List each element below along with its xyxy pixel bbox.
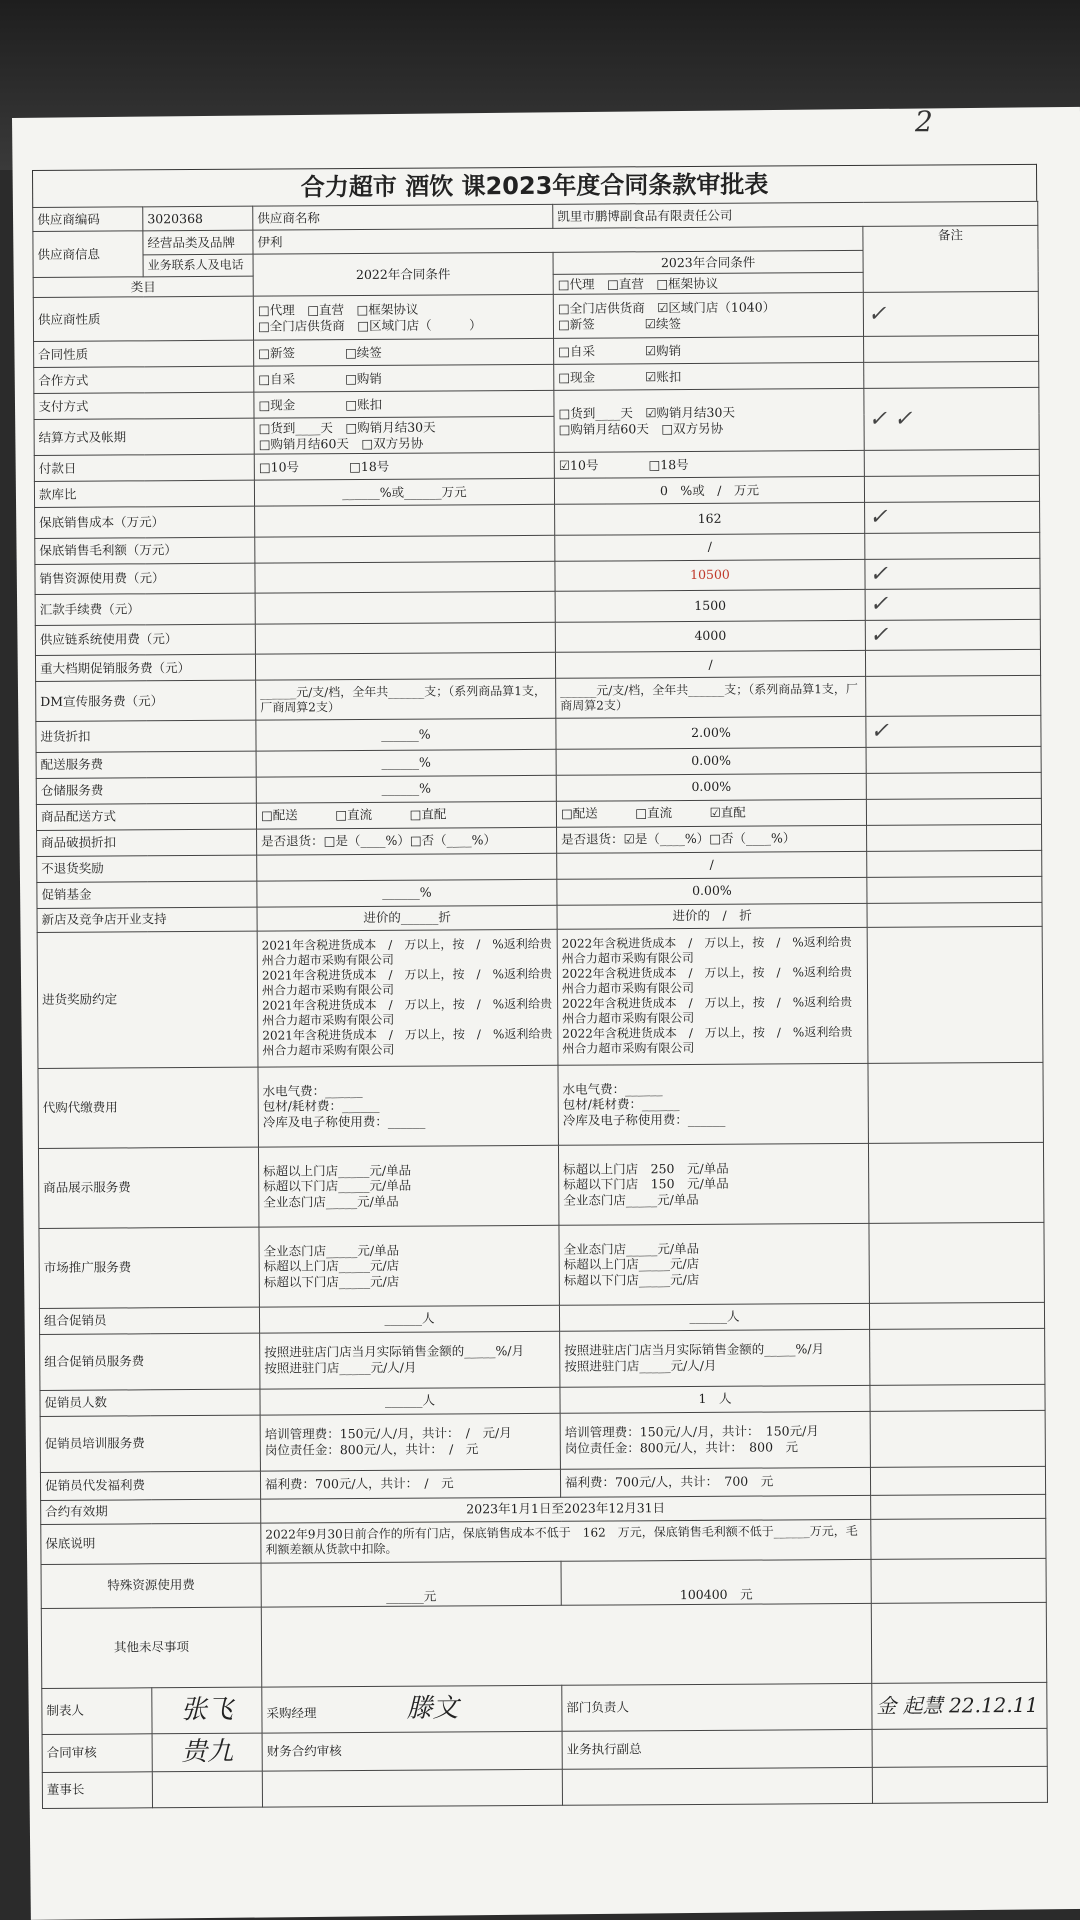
newstore-2023: 进价的 / 折 bbox=[557, 903, 867, 929]
storage-2022: ______% bbox=[256, 775, 556, 803]
market-2022-3: 标超以下门店_____元/店 bbox=[263, 1273, 400, 1290]
combo-fee-2023-1: 按照进驻店门店当月实际销售金额的_____%/月 bbox=[564, 1341, 825, 1359]
sign-label: 董事长 bbox=[42, 1771, 152, 1808]
row-label: 合同性质 bbox=[34, 340, 254, 367]
row-label: 结算方式及帐期 bbox=[34, 418, 254, 455]
sign-label: 采购经理 bbox=[266, 1705, 317, 1721]
reward-2022-2: 2021年含税进货成本 / 万以上，按 / %返利给贵州合力超市采购有限公司 bbox=[261, 966, 552, 998]
display-2022-3: 全业态门店_____元/单品 bbox=[263, 1193, 399, 1210]
row-label: 供应链系统使用费（元） bbox=[35, 624, 255, 656]
sign-label: 财务合约审核 bbox=[262, 1731, 562, 1771]
table-row bbox=[34, 387, 1039, 419]
row-label: 支付方式 bbox=[34, 392, 254, 419]
display-2023-1: 标超以上门店 250 元/单品 bbox=[563, 1160, 729, 1177]
display-2022-1: 标超以上门店_____元/单品 bbox=[263, 1162, 412, 1179]
settle-2022-a: □货到____天 □购销月结30天 bbox=[258, 419, 436, 436]
signature-row bbox=[42, 1682, 1047, 1734]
table-row bbox=[39, 1222, 1044, 1308]
rebate-2022: ______% bbox=[256, 718, 556, 750]
noreturn-2023: / bbox=[557, 851, 867, 879]
table-row bbox=[33, 291, 1038, 341]
table-row bbox=[41, 1558, 1046, 1608]
row-label: 组合促销员服务费 bbox=[40, 1333, 260, 1390]
agency-2023-3: 冷库及电子称使用费：______ bbox=[562, 1111, 726, 1128]
special-2022: ______元 bbox=[261, 1561, 561, 1607]
resource-2023: 1500 bbox=[555, 589, 865, 621]
reward-2022-3: 2021年含税进货成本 / 万以上，按 / %返利给贵州合力超市采购有限公司 bbox=[262, 996, 553, 1028]
field-label: 业务联系人及电话 bbox=[143, 254, 253, 277]
training-2023-1: 培训管理费：150元/人/月，共计： 150元/月 bbox=[564, 1423, 819, 1441]
special-2023: 100400 元 bbox=[561, 1559, 871, 1605]
display-2022-2: 标超以下门店_____元/单品 bbox=[263, 1177, 412, 1194]
row-label: 汇款手续费（元） bbox=[35, 593, 255, 625]
maker-signature: 张飞 bbox=[152, 1687, 262, 1734]
row-label: 新店及竞争店开业支持 bbox=[37, 907, 257, 932]
row-label: 组合促销员 bbox=[39, 1307, 259, 1334]
table-row bbox=[38, 1062, 1043, 1148]
row-label: 其他未尽事项 bbox=[41, 1607, 261, 1688]
row-label: 商品展示服务费 bbox=[38, 1147, 258, 1228]
training-2022-2: 岗位责任金：800元/人，共计： / 元 bbox=[264, 1441, 479, 1458]
approval-form bbox=[32, 164, 1047, 1809]
remit-2023: 4000 bbox=[555, 620, 865, 652]
market-2022-1: 全业态门店_____元/单品 bbox=[263, 1242, 400, 1259]
payday-2022: □10号 □18号 bbox=[254, 452, 554, 480]
row-label: 商品破损折扣 bbox=[37, 829, 257, 856]
min-margin-2023: 10500 bbox=[555, 559, 865, 591]
market-2023-1: 全业态门店_____元/单品 bbox=[563, 1240, 700, 1257]
agency-2022-3: 冷库及电子称使用费：______ bbox=[262, 1113, 426, 1130]
market-2023-2: 标超以上门店_____元/店 bbox=[563, 1256, 700, 1272]
signature-row bbox=[42, 1728, 1047, 1772]
welfare-2022: 福利费：700元/人，共计： / 元 bbox=[260, 1469, 560, 1499]
contract-period: 2023年1月1日至2023年12月31日 bbox=[261, 1495, 871, 1523]
row-label: 代购代缴费用 bbox=[38, 1067, 258, 1148]
table-row bbox=[40, 1410, 1045, 1472]
payday-2023: 0 %或 / 万元 bbox=[554, 476, 864, 504]
check-mark: ✓ bbox=[869, 561, 888, 587]
reward-2023-4: 2022年含税进货成本 / 万以上，按 / %返利给贵州合力超市采购有限公司 bbox=[562, 1025, 853, 1056]
signature-row bbox=[42, 1766, 1047, 1808]
table-row bbox=[41, 1602, 1046, 1688]
check-mark: ✓ bbox=[867, 301, 887, 327]
contract-2022: □新签 □续签 bbox=[254, 338, 554, 366]
agency-2023-1: 水电气费：______ bbox=[562, 1080, 663, 1097]
contract-2023: □自采 ☑购销 bbox=[554, 336, 864, 364]
scm-2023: / bbox=[555, 650, 865, 678]
damage-2022: 是否退货：□是（____%）□否（____%） bbox=[257, 827, 557, 855]
settle-2022-b: □购销月结60天 □双方另协 bbox=[258, 435, 424, 452]
nature-2023-a: □代理 □直营 □框架协议 bbox=[553, 272, 863, 294]
check-mark: ✓ ✓ bbox=[868, 406, 913, 432]
row-label: 付款日 bbox=[34, 454, 254, 481]
row-label: 供应商性质 bbox=[33, 296, 253, 341]
row-label: 合作方式 bbox=[34, 366, 254, 393]
row-label: 不退货奖励 bbox=[37, 855, 257, 882]
dm-2022: ______元/支/档，全年共______支；（系列商品算1支，厂商周算2支） bbox=[256, 678, 556, 720]
coop-2023: □现金 ☑账扣 bbox=[554, 362, 864, 390]
row-label: 促销员培训服务费 bbox=[40, 1415, 260, 1472]
coop-2022: □自采 □购销 bbox=[254, 364, 554, 392]
form-table bbox=[32, 201, 1048, 1809]
reward-2023-3: 2022年含税进货成本 / 万以上，按 / %返利给贵州合力超市采购有限公司 bbox=[562, 995, 853, 1026]
combo-fee-2022-2: 按照进驻门店_____元/人/月 bbox=[264, 1359, 417, 1376]
page-number: 2 bbox=[915, 105, 933, 138]
reward-2023-2: 2022年含税进货成本 / 万以上，按 / %返利给贵州合力超市采购有限公司 bbox=[561, 965, 852, 996]
supplier-name: 凯里市鹏博副食品有限责任公司 bbox=[553, 201, 1038, 228]
field-label: 供应商名称 bbox=[253, 204, 553, 230]
market-2022-2: 标超以上门店_____元/店 bbox=[263, 1257, 400, 1274]
row-label: 款库比 bbox=[34, 480, 254, 507]
row-label: 保底销售毛利额（万元） bbox=[35, 537, 255, 564]
row-label: 促销员代发福利费 bbox=[40, 1471, 260, 1500]
dist-2022: □配送 □直流 □直配 bbox=[256, 801, 556, 829]
check-mark: ✓ bbox=[869, 591, 889, 617]
row-label: 商品配送方式 bbox=[36, 803, 256, 830]
display-2023-3: 全业态门店_____元/单品 bbox=[563, 1191, 699, 1208]
newstore-2022: 进价的______折 bbox=[257, 905, 557, 931]
dm-2023: ______元/支/档，全年共______支；（系列商品算1支，厂商周算2支） bbox=[556, 676, 866, 718]
welfare-2023: 福利费：700元/人，共计： 700 元 bbox=[560, 1467, 870, 1497]
delivery-2023: 0.00% bbox=[556, 747, 866, 775]
check-mark: ✓ bbox=[870, 718, 889, 744]
combo-fee-2023-2: 按照进驻门店_____元/人/月 bbox=[564, 1357, 717, 1374]
agency-2022-2: 包材/耗材费：______ bbox=[262, 1098, 380, 1114]
table-row bbox=[41, 1518, 1046, 1564]
sign-label: 部门负责人 bbox=[566, 1699, 629, 1715]
storage-2023: 0.00% bbox=[556, 773, 866, 801]
fund-2022: ______% bbox=[257, 879, 557, 907]
reward-2022-4: 2021年含税进货成本 / 万以上，按 / %返利给贵州合力超市采购有限公司 bbox=[262, 1026, 553, 1058]
table-row bbox=[33, 225, 1038, 255]
row-label: DM宣传服务费（元） bbox=[36, 680, 256, 721]
row-label: 重大档期促销服务费（元） bbox=[35, 654, 255, 681]
market-2023-3: 标超以下门店_____元/店 bbox=[563, 1271, 700, 1288]
guarantee-text: 2022年9月30日前合作的所有门店，保底销售成本不低于 162 万元，保底销售毛利额不低于______万元，毛利额差额从货款中扣除。 bbox=[261, 1519, 871, 1563]
column-header-2022: 2022年合同条件 bbox=[253, 252, 553, 296]
pay-2023-b: □购销月结60天 □双方另协 bbox=[558, 420, 724, 437]
category-brand: 伊利 bbox=[253, 226, 863, 254]
row-label: 销售资源使用费（元） bbox=[35, 563, 255, 595]
dept-signature: 金 起慧 22.12.11 bbox=[872, 1682, 1047, 1729]
buyer-signature: 滕文 bbox=[406, 1693, 459, 1724]
pay-2023-a: □货到____天 ☑购销月结30天 bbox=[558, 404, 735, 421]
table-row bbox=[40, 1328, 1045, 1390]
column-header-2023: 2023年合同条件 bbox=[553, 250, 863, 274]
review-signature: 贵九 bbox=[152, 1733, 262, 1772]
field-label: 供应商信息 bbox=[33, 231, 143, 278]
row-label: 市场推广服务费 bbox=[39, 1227, 259, 1308]
reward-2023-1: 2022年含税进货成本 / 万以上，按 / %返利给贵州合力超市采购有限公司 bbox=[561, 935, 852, 966]
check-mark: ✓ bbox=[869, 622, 889, 648]
row-label: 保底销售成本（万元） bbox=[35, 506, 255, 538]
table-row bbox=[37, 926, 1043, 1068]
promoter-2023: 1 人 bbox=[560, 1385, 870, 1413]
row-label: 合约有效期 bbox=[41, 1499, 261, 1524]
delivery-2022: ______% bbox=[256, 749, 556, 777]
combo-2023: ______人 bbox=[559, 1303, 869, 1331]
check-mark: ✓ bbox=[869, 504, 888, 530]
training-2023-2: 岗位责任金：800元/人，共计： 800 元 bbox=[564, 1439, 799, 1456]
row-label: 配送服务费 bbox=[36, 751, 256, 778]
field-label: 供应商编码 bbox=[33, 207, 143, 232]
row-label: 进货折扣 bbox=[36, 720, 256, 752]
supplier-code: 3020368 bbox=[143, 206, 253, 231]
row-label: 保底说明 bbox=[41, 1523, 261, 1564]
settle-2023: ☑10号 □18号 bbox=[554, 450, 864, 478]
agency-2022-1: 水电气费：______ bbox=[262, 1082, 363, 1099]
form-title: 合力超市 酒饮 课2023年度合同条款审批表 bbox=[32, 164, 1037, 207]
table-row bbox=[36, 675, 1041, 721]
agency-2023-2: 包材/耗材费：______ bbox=[562, 1096, 680, 1112]
dist-2023: □配送 □直流 ☑直配 bbox=[556, 799, 866, 827]
combo-fee-2022-1: 按照进驻店门店当月实际销售金额的_____%/月 bbox=[264, 1343, 525, 1360]
display-2023-2: 标超以下门店 150 元/单品 bbox=[563, 1175, 729, 1192]
sign-label: 制表人 bbox=[42, 1687, 152, 1734]
promoter-2022: ______人 bbox=[260, 1387, 560, 1415]
row-label: 促销基金 bbox=[37, 881, 257, 908]
sign-label: 业务执行副总 bbox=[562, 1729, 872, 1769]
table-row bbox=[38, 1142, 1043, 1228]
row-label: 仓储服务费 bbox=[36, 777, 256, 804]
reward-2022-1: 2021年含税进货成本 / 万以上，按 / %返利给贵州合力超市采购有限公司 bbox=[261, 936, 552, 968]
nature-2022-b: □全门店供货商 □区域门店（ ） bbox=[257, 316, 482, 334]
remarks-header: 备注 bbox=[863, 225, 1038, 292]
min-cost-2023: / bbox=[555, 533, 865, 561]
field-label: 经营品类及品牌 bbox=[143, 230, 253, 255]
category-header: 类目 bbox=[33, 276, 253, 297]
row-label: 特殊资源使用费 bbox=[41, 1563, 261, 1608]
row-label: 促销员人数 bbox=[40, 1389, 260, 1416]
nature-2022-a: □代理 □直营 □框架协议 bbox=[257, 301, 419, 318]
damage-2023: 是否退货：☑是（____%）□否（____%） bbox=[557, 825, 867, 853]
sign-label: 合同审核 bbox=[42, 1733, 152, 1772]
ratio-2022: ______%或______万元 bbox=[254, 478, 554, 506]
nature-2023-b: □全门店供货商 ☑区域门店（1040） bbox=[557, 299, 776, 316]
row-label: 进货奖励约定 bbox=[37, 931, 258, 1068]
fund-2023: 0.00% bbox=[557, 877, 867, 905]
nature-2023-c: □新签 ☑续签 bbox=[557, 315, 682, 332]
ratio-2023: 162 bbox=[555, 502, 865, 534]
combo-2022: ______人 bbox=[259, 1305, 559, 1333]
training-2022-1: 培训管理费：150元/人/月，共计： / 元/月 bbox=[264, 1425, 512, 1442]
rebate-2023: 2.00% bbox=[556, 716, 866, 748]
pay-2022: □现金 □账扣 bbox=[254, 390, 554, 418]
